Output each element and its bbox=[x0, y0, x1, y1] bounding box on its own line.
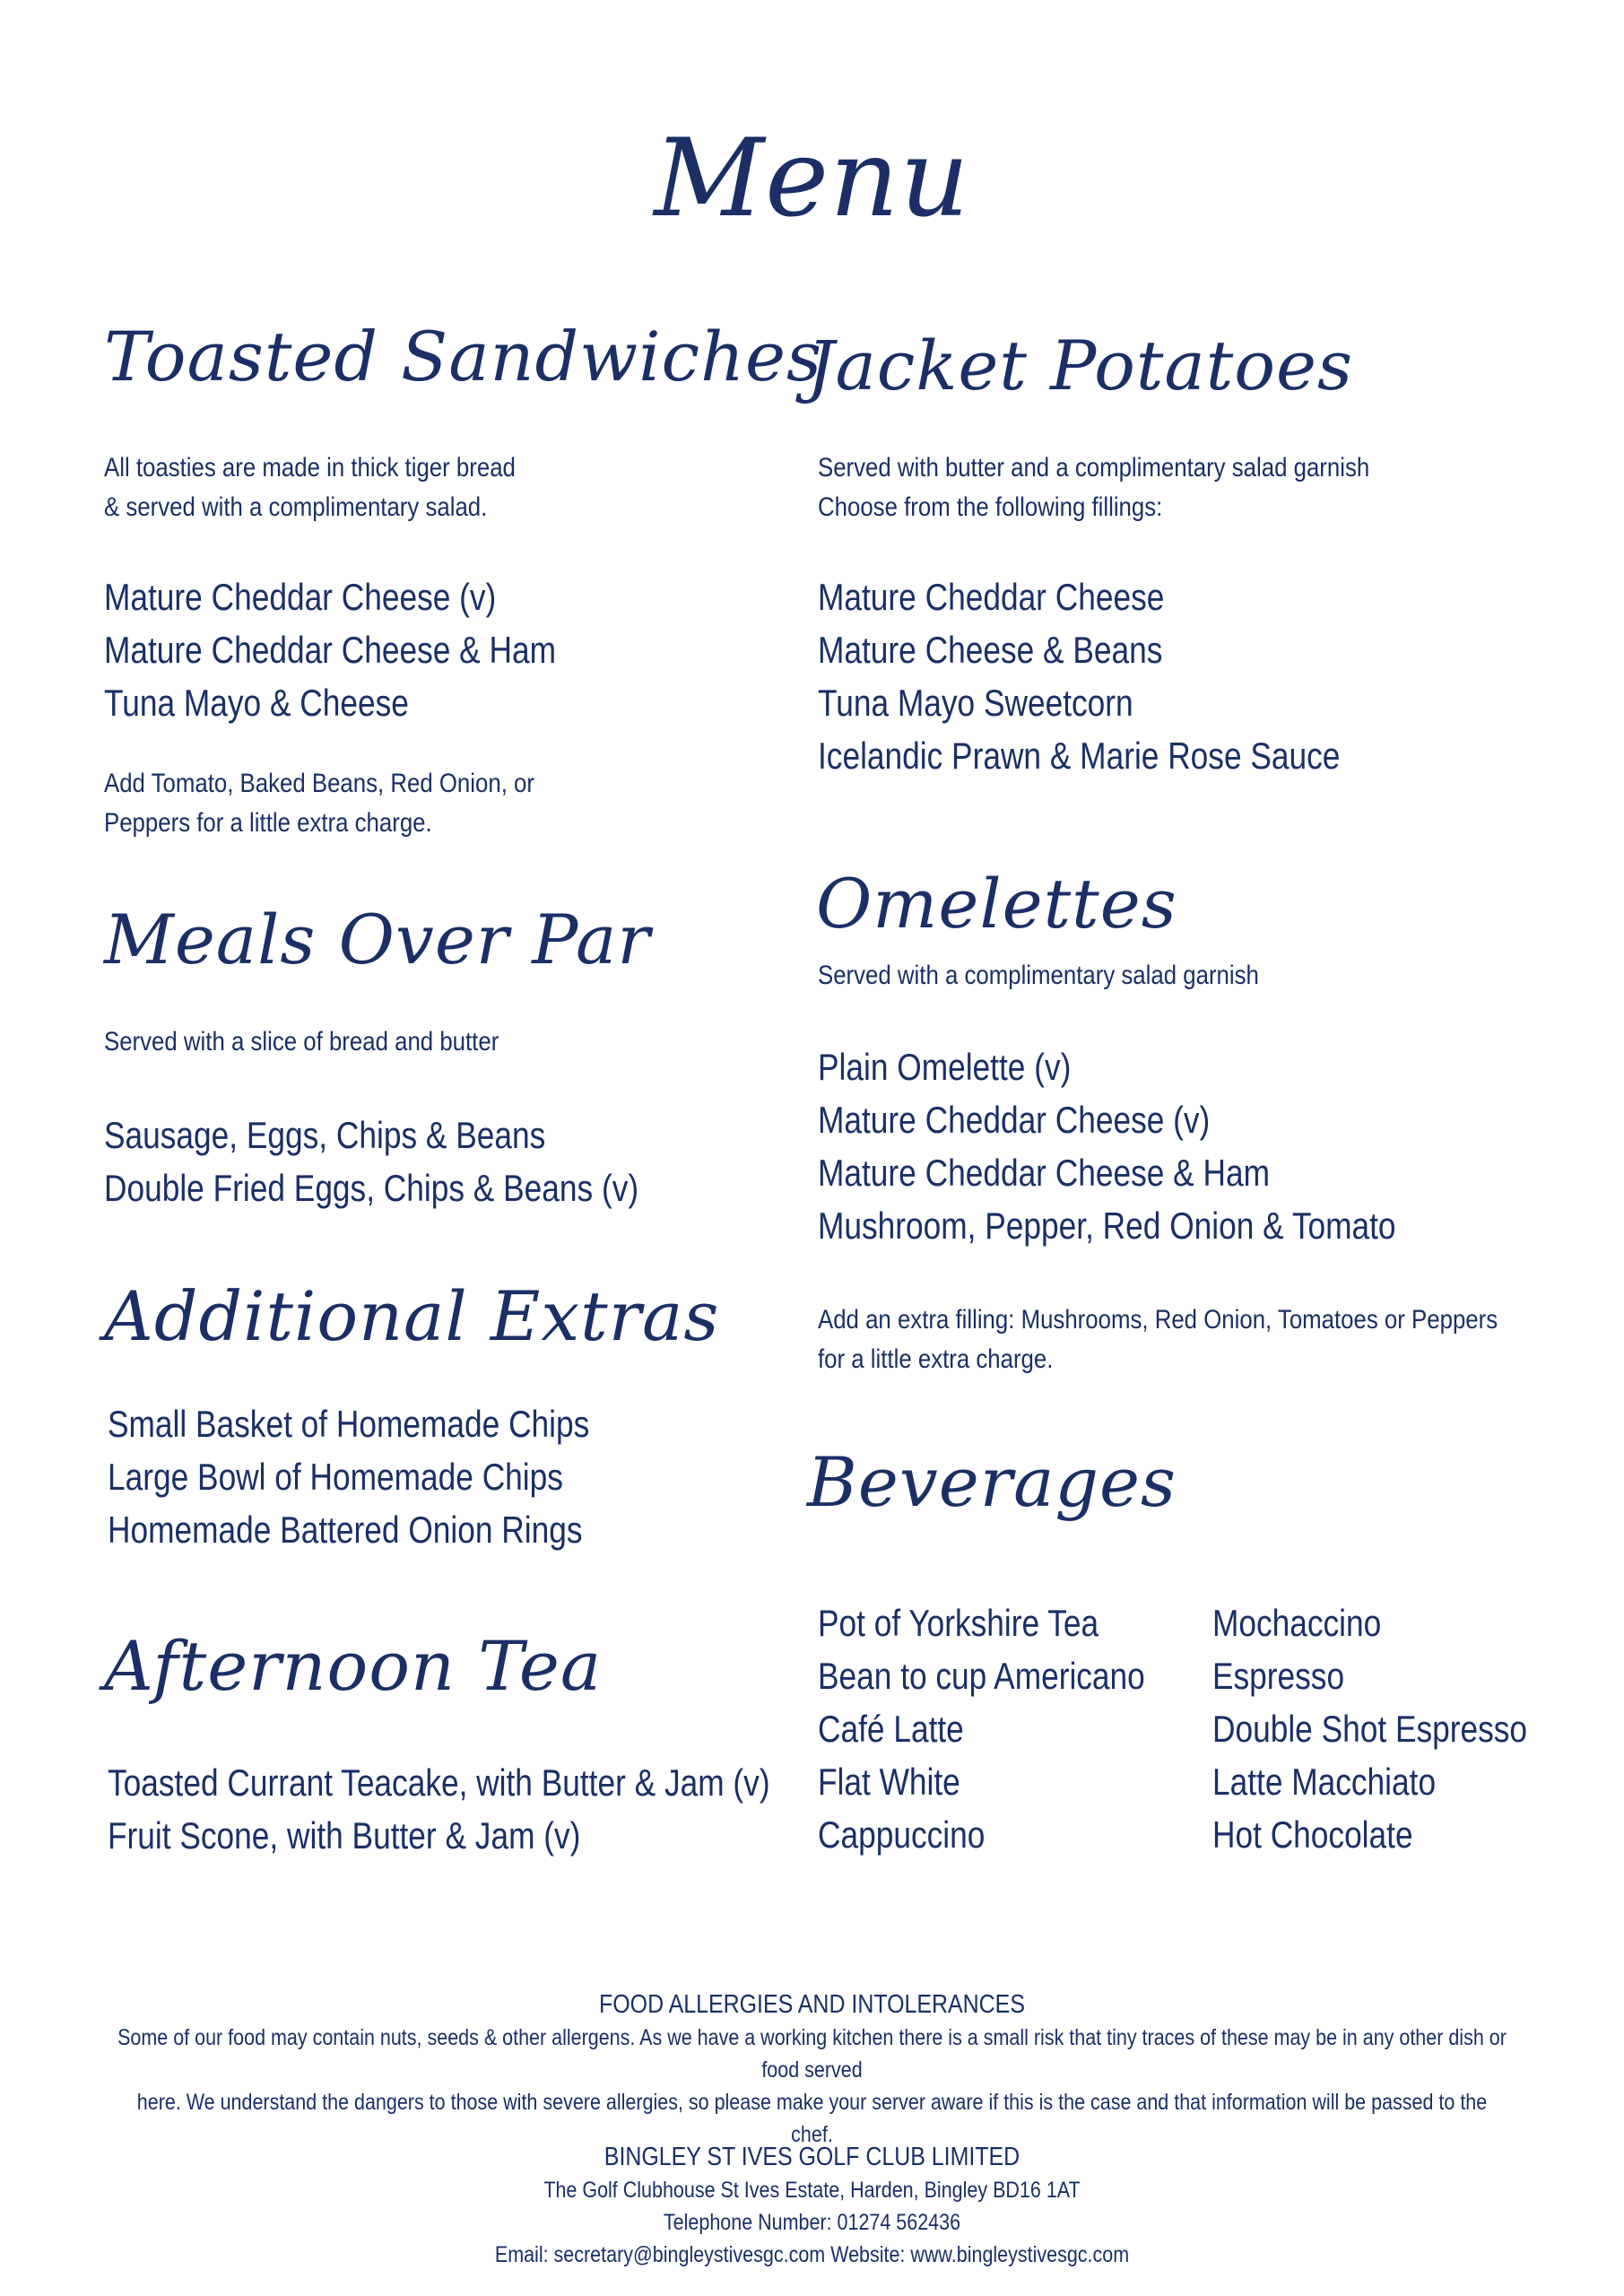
intro-line: Served with butter and a complimentary salad garnish bbox=[818, 453, 1370, 483]
menu-title: Menu bbox=[654, 117, 970, 241]
intro-line: & served with a complimentary salad. bbox=[104, 492, 488, 522]
club-telephone: Telephone Number: 01274 562436 bbox=[663, 2210, 961, 2235]
allergy-text-line: Some of our food may contain nuts, seeds & other allergens. As we have a working kitchen there is a small risk that tiny traces of these may be in any other dish or food served bbox=[117, 2025, 1507, 2083]
intro-line: All toasties are made in thick tiger bread bbox=[104, 453, 516, 483]
allergy-notice bbox=[0, 1987, 1624, 2151]
club-contact: Email: secretary@bingleystivesgc.com Website: www.bingleystivesgc.com bbox=[494, 2242, 1130, 2267]
menu-item: Plain Omelette (v) bbox=[818, 1046, 1072, 1088]
item-list bbox=[104, 570, 556, 729]
menu-item: Mushroom, Pepper, Red Onion & Tomato bbox=[818, 1205, 1396, 1247]
section-title: Meals Over Par bbox=[104, 900, 651, 979]
menu-item: Fruit Scone, with Butter & Jam (v) bbox=[108, 1814, 581, 1857]
menu-item: Toasted Currant Teacake, with Butter & Jam (v) bbox=[108, 1761, 770, 1804]
note-line: Add Tomato, Baked Beans, Red Onion, or bbox=[104, 769, 534, 798]
menu-item: Mature Cheese & Beans bbox=[818, 629, 1163, 671]
menu-item: Mature Cheddar Cheese & Ham bbox=[818, 1152, 1270, 1194]
club-name: BINGLEY ST IVES GOLF CLUB LIMITED bbox=[604, 2143, 1020, 2171]
item-list bbox=[108, 1397, 589, 1556]
note-line: Add an extra filling: Mushrooms, Red Onion, Tomatoes or Peppers bbox=[818, 1305, 1498, 1335]
beverage-item: Double Shot Espresso bbox=[1212, 1708, 1528, 1750]
beverage-item: Flat White bbox=[818, 1761, 960, 1803]
beverage-item: Mochaccino bbox=[1212, 1602, 1382, 1644]
section-title: Toasted Sandwiches bbox=[104, 317, 823, 396]
beverage-item: Bean to cup Americano bbox=[818, 1655, 1145, 1697]
menu-item: Mature Cheddar Cheese bbox=[818, 576, 1165, 618]
intro-line: Choose from the following fillings: bbox=[818, 492, 1163, 522]
menu-item: Tuna Mayo Sweetcorn bbox=[818, 682, 1133, 724]
note-line: Peppers for a little extra charge. bbox=[104, 808, 432, 838]
intro-line: Served with a complimentary salad garnish bbox=[818, 961, 1259, 990]
section-title: Beverages bbox=[807, 1442, 1177, 1522]
beverage-list-2 bbox=[1212, 1596, 1527, 1861]
beverage-item: Latte Macchiato bbox=[1212, 1761, 1437, 1803]
menu-item: Icelandic Prawn & Marie Rose Sauce bbox=[818, 735, 1341, 777]
allergy-text-line: here. We understand the dangers to those with severe allergies, so please make your server aware if this is the case and that information will be passed to the chef. bbox=[136, 2090, 1488, 2147]
section-intro bbox=[818, 448, 1369, 527]
menu-item: Sausage, Eggs, Chips & Beans bbox=[104, 1114, 546, 1156]
beverage-item: Pot of Yorkshire Tea bbox=[818, 1602, 1099, 1644]
section-title: Omelettes bbox=[816, 864, 1177, 944]
menu-item: Small Basket of Homemade Chips bbox=[108, 1403, 590, 1445]
item-list bbox=[108, 1756, 770, 1862]
beverage-item: Hot Chocolate bbox=[1212, 1813, 1413, 1856]
item-list bbox=[818, 570, 1340, 782]
section-intro bbox=[104, 1022, 499, 1062]
beverage-item: Café Latte bbox=[818, 1708, 964, 1750]
menu-item: Mature Cheddar Cheese (v) bbox=[104, 576, 497, 618]
menu-item: Large Bowl of Homemade Chips bbox=[108, 1456, 563, 1498]
item-list bbox=[104, 1109, 638, 1214]
intro-line: Served with a slice of bread and butter bbox=[104, 1027, 499, 1057]
section-note bbox=[104, 764, 534, 843]
item-list bbox=[818, 1040, 1396, 1252]
section-intro bbox=[104, 448, 516, 527]
menu-item: Tuna Mayo & Cheese bbox=[104, 682, 409, 724]
section-intro bbox=[818, 956, 1259, 996]
beverage-item: Espresso bbox=[1212, 1655, 1345, 1697]
club-info bbox=[0, 2140, 1624, 2271]
section-title: Afternoon Tea bbox=[104, 1626, 603, 1706]
menu-item: Double Fried Eggs, Chips & Beans (v) bbox=[104, 1167, 639, 1209]
section-note bbox=[818, 1300, 1498, 1379]
beverage-list-1 bbox=[818, 1596, 1145, 1861]
allergy-heading: FOOD ALLERGIES AND INTOLERANCES bbox=[599, 1990, 1025, 2019]
menu-item: Homemade Battered Onion Rings bbox=[108, 1509, 583, 1551]
note-line: for a little extra charge. bbox=[818, 1344, 1054, 1374]
section-title: Jacket Potatoes bbox=[807, 326, 1354, 405]
menu-item: Mature Cheddar Cheese & Ham bbox=[104, 629, 556, 671]
club-address: The Golf Clubhouse St Ives Estate, Harden, Bingley BD16 1AT bbox=[543, 2178, 1081, 2203]
section-title: Additional Extras bbox=[104, 1276, 720, 1356]
menu-item: Mature Cheddar Cheese (v) bbox=[818, 1099, 1211, 1141]
beverage-item: Cappuccino bbox=[818, 1813, 986, 1856]
